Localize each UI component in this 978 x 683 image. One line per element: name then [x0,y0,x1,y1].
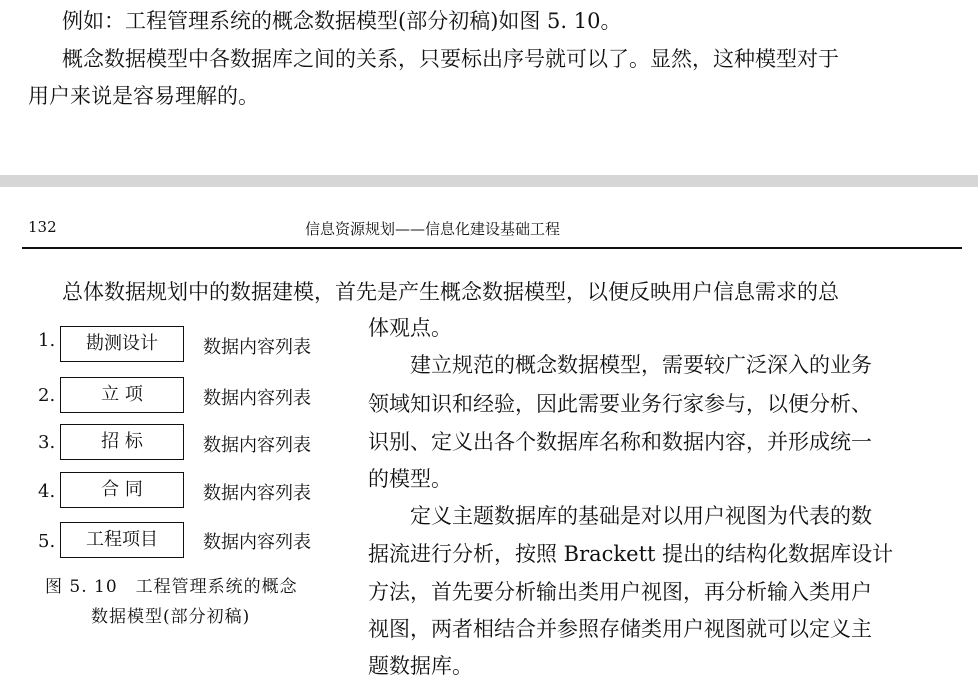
running-header: 信息资源规划——信息化建设基础工程 [305,220,561,238]
intro-line-3: 用户来说是容易理解的。 [28,84,259,108]
intro-line-2: 概念数据模型中各数据库之间的关系，只要标出序号就可以了。显然，这种模型对于 [62,47,839,71]
header-rule [22,247,962,249]
item-number: 1. [38,330,56,351]
body-line-1: 总体数据规划中的数据建模，首先是产生概念数据模型，以便反映用户信息需求的总 [62,280,839,304]
intro-line-1: 例如：工程管理系统的概念数据模型(部分初稿)如图 5. 10。 [62,9,622,33]
body-line-8: 据流进行分析，按照 Brackett 提出的结构化数据库设计 [368,542,894,566]
body-line-7: 定义主题数据库的基础是对以用户视图为代表的数 [410,504,872,528]
data-content-list: 数据内容列表 [203,388,311,409]
page-number: 132 [28,218,57,236]
item-number: 5. [38,531,56,552]
data-content-list: 数据内容列表 [203,337,311,358]
body-line-9: 方法，首先要分析输出类用户视图，再分析输入类用户 [368,580,872,604]
data-content-list: 数据内容列表 [203,435,311,456]
database-box: 勘测设计 [60,326,184,362]
figure-caption-line-1: 图 5. 10 工程管理系统的概念 [45,577,298,597]
body-line-6: 的模型。 [368,467,452,491]
item-number: 3. [38,432,56,453]
body-line-3: 建立规范的概念数据模型，需要较广泛深入的业务 [410,353,872,377]
page-gap [0,175,978,187]
database-box: 合 同 [60,472,184,508]
body-line-11: 题数据库。 [368,654,473,678]
data-content-list: 数据内容列表 [203,483,311,504]
item-number: 2. [38,385,56,406]
item-number: 4. [38,481,56,502]
body-line-10: 视图，两者相结合并参照存储类用户视图就可以定义主 [368,617,872,641]
figure-caption-line-2: 数据模型(部分初稿) [91,607,251,627]
data-content-list: 数据内容列表 [203,532,311,553]
database-box: 工程项目 [60,522,184,558]
body-line-4: 领域知识和经验，因此需要业务行家参与，以便分析、 [368,392,872,416]
database-box: 招 标 [60,424,184,460]
body-line-5: 识别、定义出各个数据库名称和数据内容，并形成统一 [368,430,872,454]
body-line-2: 体观点。 [368,316,452,340]
database-box: 立 项 [60,377,184,413]
